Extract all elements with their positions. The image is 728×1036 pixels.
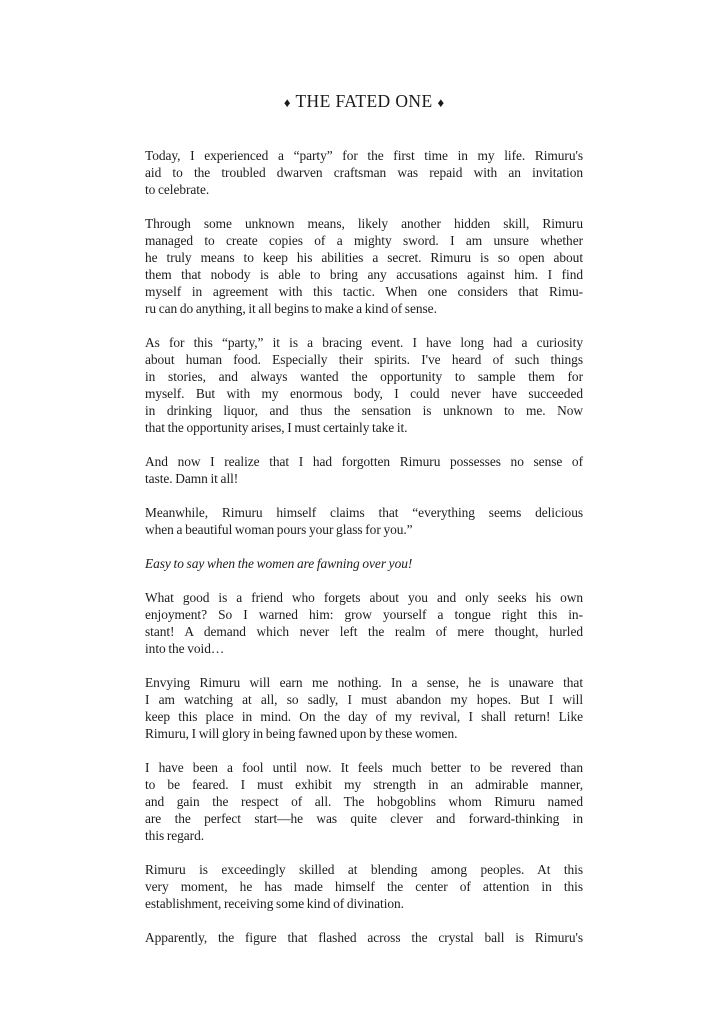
paragraph xyxy=(145,555,583,572)
text-line: that the opportunity arises, I must certainly take it. xyxy=(145,420,408,435)
text-line: managed to create copies of a mighty sword. I am unsure whether xyxy=(145,233,583,248)
text-line: And now I realize that I had forgotten Rimuru possesses no sense of xyxy=(145,454,583,469)
text-column xyxy=(145,147,583,963)
paragraph xyxy=(145,334,583,436)
text-line: As for this “party,” it is a bracing event. I have long had a curiosity xyxy=(145,335,583,350)
text-line: Rimuru is exceedingly skilled at blending among peoples. At this xyxy=(145,862,583,877)
text-line: are the perfect start—he was quite clever and forward-thinking in xyxy=(145,811,583,826)
text-line: establishment, receiving some kind of divination. xyxy=(145,896,404,911)
text-line: Easy to say when the women are fawning over you! xyxy=(145,556,413,571)
text-line: aid to the troubled dwarven craftsman was repaid with an invitation xyxy=(145,165,583,180)
text-line: when a beautiful woman pours your glass for you.” xyxy=(145,522,413,537)
text-line: Apparently, the figure that flashed across the crystal ball is Rimuru's xyxy=(145,930,583,945)
text-line: and gain the respect of all. The hobgoblins whom Rimuru named xyxy=(145,794,583,809)
text-line: this regard. xyxy=(145,828,205,843)
paragraph xyxy=(145,504,583,538)
text-line: Through some unknown means, likely another hidden skill, Rimuru xyxy=(145,216,583,231)
text-line: to be feared. I must exhibit my strength in an admirable manner, xyxy=(145,777,583,792)
paragraph xyxy=(145,861,583,912)
text-line: Rimuru, I will glory in being fawned upon by these women. xyxy=(145,726,458,741)
text-line: about human food. Especially their spirits. I've heard of such things xyxy=(145,352,583,367)
paragraph xyxy=(145,929,583,946)
text-line: I am watching at all, so sadly, I must abandon my hopes. But I will xyxy=(145,692,583,707)
paragraph xyxy=(145,215,583,317)
text-line: into the void… xyxy=(145,641,225,656)
text-line: ru can do anything, it all begins to make a kind of sense. xyxy=(145,301,437,316)
paragraph xyxy=(145,674,583,742)
chapter-title xyxy=(145,91,583,112)
text-line: myself in agreement with this tactic. When one considers that Rimu- xyxy=(145,284,583,299)
text-line: I have been a fool until now. It feels much better to be revered than xyxy=(145,760,583,775)
text-line: in stories, and always wanted the opportunity to sample them for xyxy=(145,369,583,384)
text-line: enjoyment? So I warned him: grow yourself a tongue right this in- xyxy=(145,607,583,622)
text-line: Today, I experienced a “party” for the first time in my life. Rimuru's xyxy=(145,148,583,163)
diamond-ornament-left-icon: ♦ xyxy=(283,95,291,110)
text-line: myself. But with my enormous body, I could never have succeeded xyxy=(145,386,583,401)
text-line: Envying Rimuru will earn me nothing. In a sense, he is unaware that xyxy=(145,675,583,690)
diamond-ornament-right-icon: ♦ xyxy=(437,95,445,110)
paragraph xyxy=(145,759,583,844)
paragraph xyxy=(145,453,583,487)
text-line: in drinking liquor, and thus the sensation is unknown to me. Now xyxy=(145,403,583,418)
chapter-title-text: THE FATED ONE xyxy=(295,91,433,111)
text-line: Meanwhile, Rimuru himself claims that “everything seems delicious xyxy=(145,505,583,520)
text-line: very moment, he has made himself the center of attention in this xyxy=(145,879,583,894)
paragraph xyxy=(145,589,583,657)
text-line: them that nobody is able to bring any accusations against him. I find xyxy=(145,267,583,282)
text-line: What good is a friend who forgets about you and only seeks his own xyxy=(145,590,583,605)
text-line: taste. Damn it all! xyxy=(145,471,239,486)
text-line: stant! A demand which never left the realm of mere thought, hurled xyxy=(145,624,583,639)
text-line: he truly means to keep his abilities a secret. Rimuru is so open about xyxy=(145,250,583,265)
text-line: to celebrate. xyxy=(145,182,210,197)
text-line: keep this place in mind. On the day of my revival, I shall return! Like xyxy=(145,709,583,724)
paragraph xyxy=(145,147,583,198)
